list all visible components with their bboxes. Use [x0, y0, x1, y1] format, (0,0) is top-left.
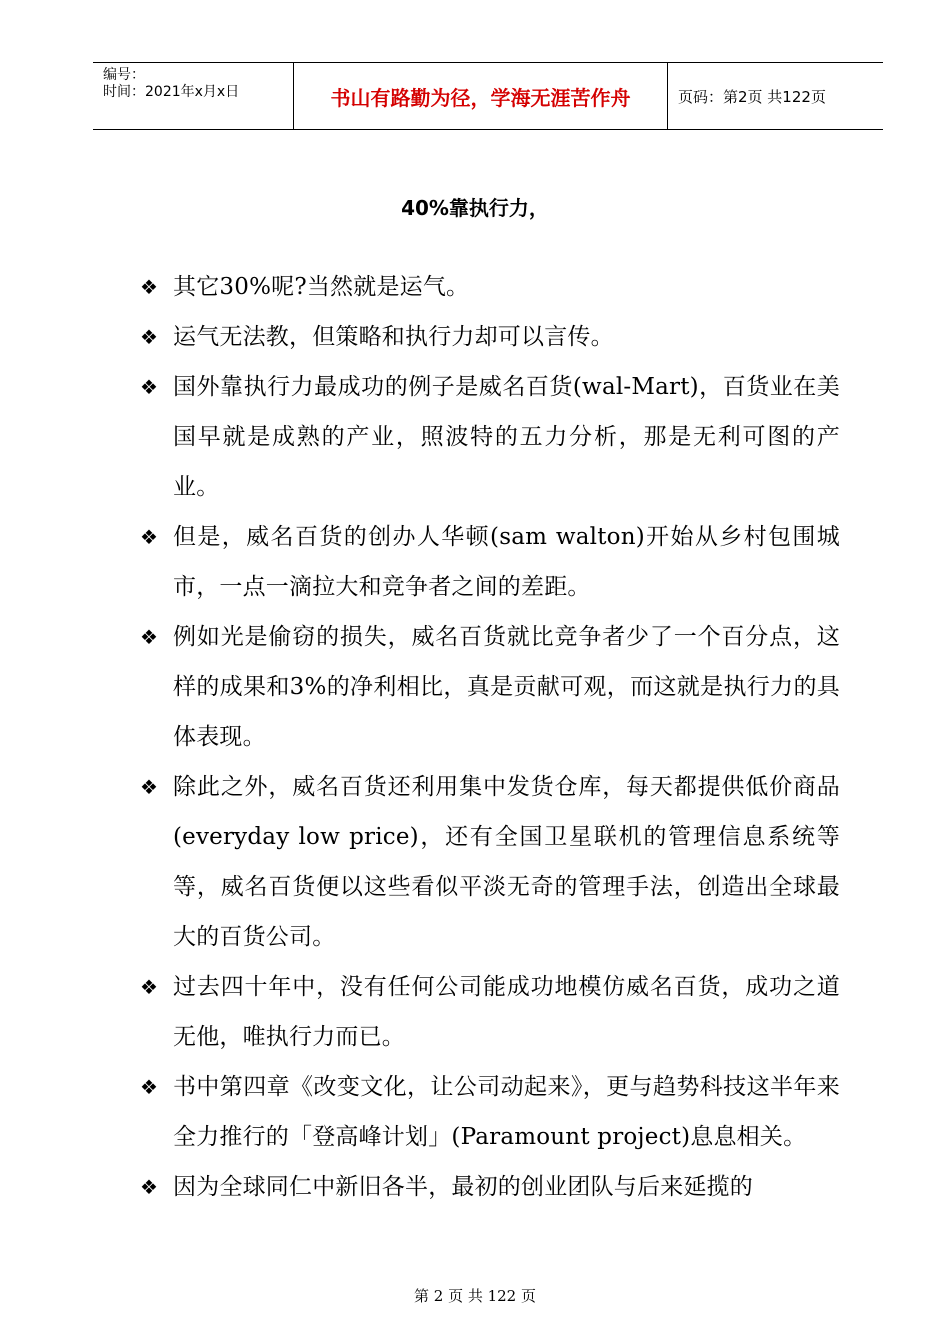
- list-item: [140, 362, 840, 512]
- diamond-bullet-icon: ❖: [140, 1175, 158, 1199]
- list-item: [140, 612, 840, 762]
- diamond-bullet-icon: ❖: [140, 275, 158, 299]
- page-footer: 第 2 页 共 122 页: [413, 1287, 536, 1305]
- header-date: 时间：2021年x月x日: [103, 84, 240, 100]
- list-item: [140, 1062, 840, 1162]
- diamond-bullet-icon: ❖: [140, 525, 158, 549]
- diamond-bullet-icon: ❖: [140, 775, 158, 799]
- list-item-text: 因为全球同仁中新旧各半，最初的创业团队与后来延揽的: [173, 1174, 753, 1200]
- header-page-info: 页码：第2页 共122页: [678, 87, 826, 106]
- diamond-bullet-icon: ❖: [140, 975, 158, 999]
- section-title: 40%靠执行力，: [401, 196, 549, 220]
- list-item: [140, 962, 840, 1062]
- list-item: [140, 512, 840, 612]
- list-item: [140, 312, 840, 362]
- list-item-text: 但是，威名百货的创办人华顿(sam walton)开始从乡村包围城市，一点一滴拉大和竞争者之间的差距。: [173, 524, 840, 600]
- list-item: [140, 762, 840, 962]
- list-item-text: 例如光是偷窃的损失，威名百货就比竞争者少了一个百分点，这样的成果和3%的净利相比，真是贡献可观，而这就是执行力的具体表现。: [173, 624, 840, 750]
- bullet-list: [140, 262, 840, 1212]
- list-item-text: 其它30%呢?当然就是运气。: [173, 274, 470, 300]
- page-header: [93, 62, 883, 130]
- list-item: [140, 1162, 840, 1212]
- list-item: [140, 262, 840, 312]
- header-motto: 书山有路勤为径，学海无涯苦作舟: [294, 63, 668, 129]
- list-item-text: 除此之外，威名百货还利用集中发货仓库，每天都提供低价商品(everyday low price)，还有全国卫星联机的管理信息系统等等，威名百货便以这些看似平淡无奇的管理手法，创造出全球最大的百货公司。: [173, 774, 840, 950]
- header-number-label: 编号：: [103, 67, 145, 83]
- diamond-bullet-icon: ❖: [140, 375, 158, 399]
- list-item-text: 书中第四章《改变文化，让公司动起来》，更与趋势科技这半年来全力推行的「登高峰计划」(Paramount project)息息相关。: [173, 1074, 840, 1150]
- diamond-bullet-icon: ❖: [140, 625, 158, 649]
- diamond-bullet-icon: ❖: [140, 1075, 158, 1099]
- list-item-text: 过去四十年中，没有任何公司能成功地模仿威名百货，成功之道无他，唯执行力而已。: [173, 974, 840, 1050]
- header-meta: [93, 63, 294, 129]
- diamond-bullet-icon: ❖: [140, 325, 158, 349]
- list-item-text: 运气无法教，但策略和执行力却可以言传。: [173, 324, 614, 350]
- list-item-text: 国外靠执行力最成功的例子是威名百货(wal-Mart)，百货业在美国早就是成熟的产业，照波特的五力分析，那是无利可图的产业。: [173, 374, 840, 500]
